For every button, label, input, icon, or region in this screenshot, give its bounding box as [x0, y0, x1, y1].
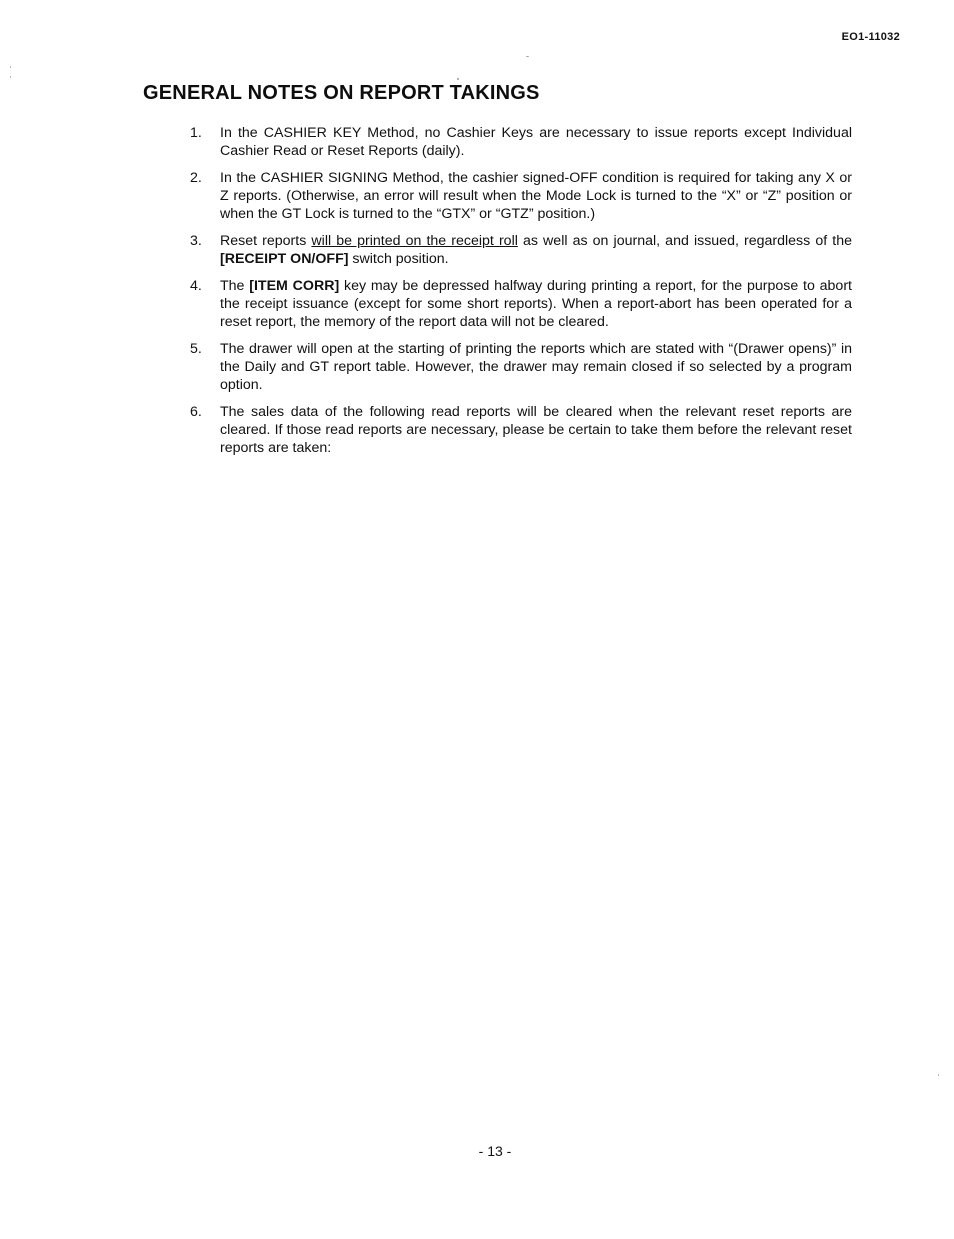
scan-speck	[457, 78, 459, 80]
scan-speck	[526, 56, 529, 57]
page-title: GENERAL NOTES ON REPORT TAKINGS	[143, 82, 540, 104]
note-text	[220, 404, 852, 456]
note-text	[220, 278, 852, 330]
notes-list	[190, 124, 852, 466]
note-item	[190, 232, 852, 268]
note-item	[190, 340, 852, 394]
note-number: 5.	[190, 341, 202, 357]
note-item	[190, 124, 852, 160]
note-text-run: as well as on journal, and issued, regardless of the	[517, 233, 852, 249]
note-item	[190, 169, 852, 223]
note-text	[220, 125, 852, 159]
document-code: EO1-11032	[841, 31, 900, 43]
note-number: 3.	[190, 233, 202, 249]
note-item	[190, 277, 852, 331]
note-text-run: Reset reports	[220, 233, 312, 249]
note-text-run: key may be depressed halfway during printing a report, for the purpose to abort the receipt issuance (except for some short reports). When a report-abort has been operated for a reset report, the memory of the report data will not be cleared.	[220, 278, 852, 330]
key-name: [ITEM CORR]	[249, 278, 340, 294]
note-text	[220, 341, 852, 393]
scan-speck	[10, 76, 11, 78]
page-number: - 13 -	[478, 1143, 512, 1159]
note-text-run: In the CASHIER KEY Method, no Cashier Keys are necessary to issue reports except Individual Cashier Read or Reset Reports (daily).	[220, 125, 852, 159]
note-text-run: The drawer will open at the starting of printing the reports which are stated with “(Drawer opens)” in the Daily and GT report table. However, the drawer may remain closed if so selected by a program option.	[220, 341, 852, 393]
note-number: 2.	[190, 170, 202, 186]
scan-speck	[938, 1074, 939, 1076]
note-item	[190, 403, 852, 457]
note-number: 1.	[190, 125, 202, 141]
emphasized-text: will be printed on the receipt roll	[311, 233, 518, 249]
key-name: [RECEIPT ON/OFF]	[220, 251, 349, 267]
note-text	[220, 170, 852, 222]
scan-speck	[10, 66, 11, 68]
note-text	[220, 233, 852, 267]
note-text-run: The	[220, 278, 250, 294]
note-text-run: switch position.	[348, 251, 449, 267]
note-text-run: In the CASHIER SIGNING Method, the cashier signed-OFF condition is required for taking any X or Z reports. (Otherwise, an error will result when the Mode Lock is turned to the “X” or “Z” position or when the GT Lock is turned to the “GTX” or “GTZ” position.)	[220, 170, 852, 222]
note-number: 6.	[190, 404, 202, 420]
note-number: 4.	[190, 278, 202, 294]
note-text-run: The sales data of the following read reports will be cleared when the relevant reset reports are cleared. If those read reports are necessary, please be certain to take them before the relevant reset reports are taken:	[220, 404, 852, 456]
